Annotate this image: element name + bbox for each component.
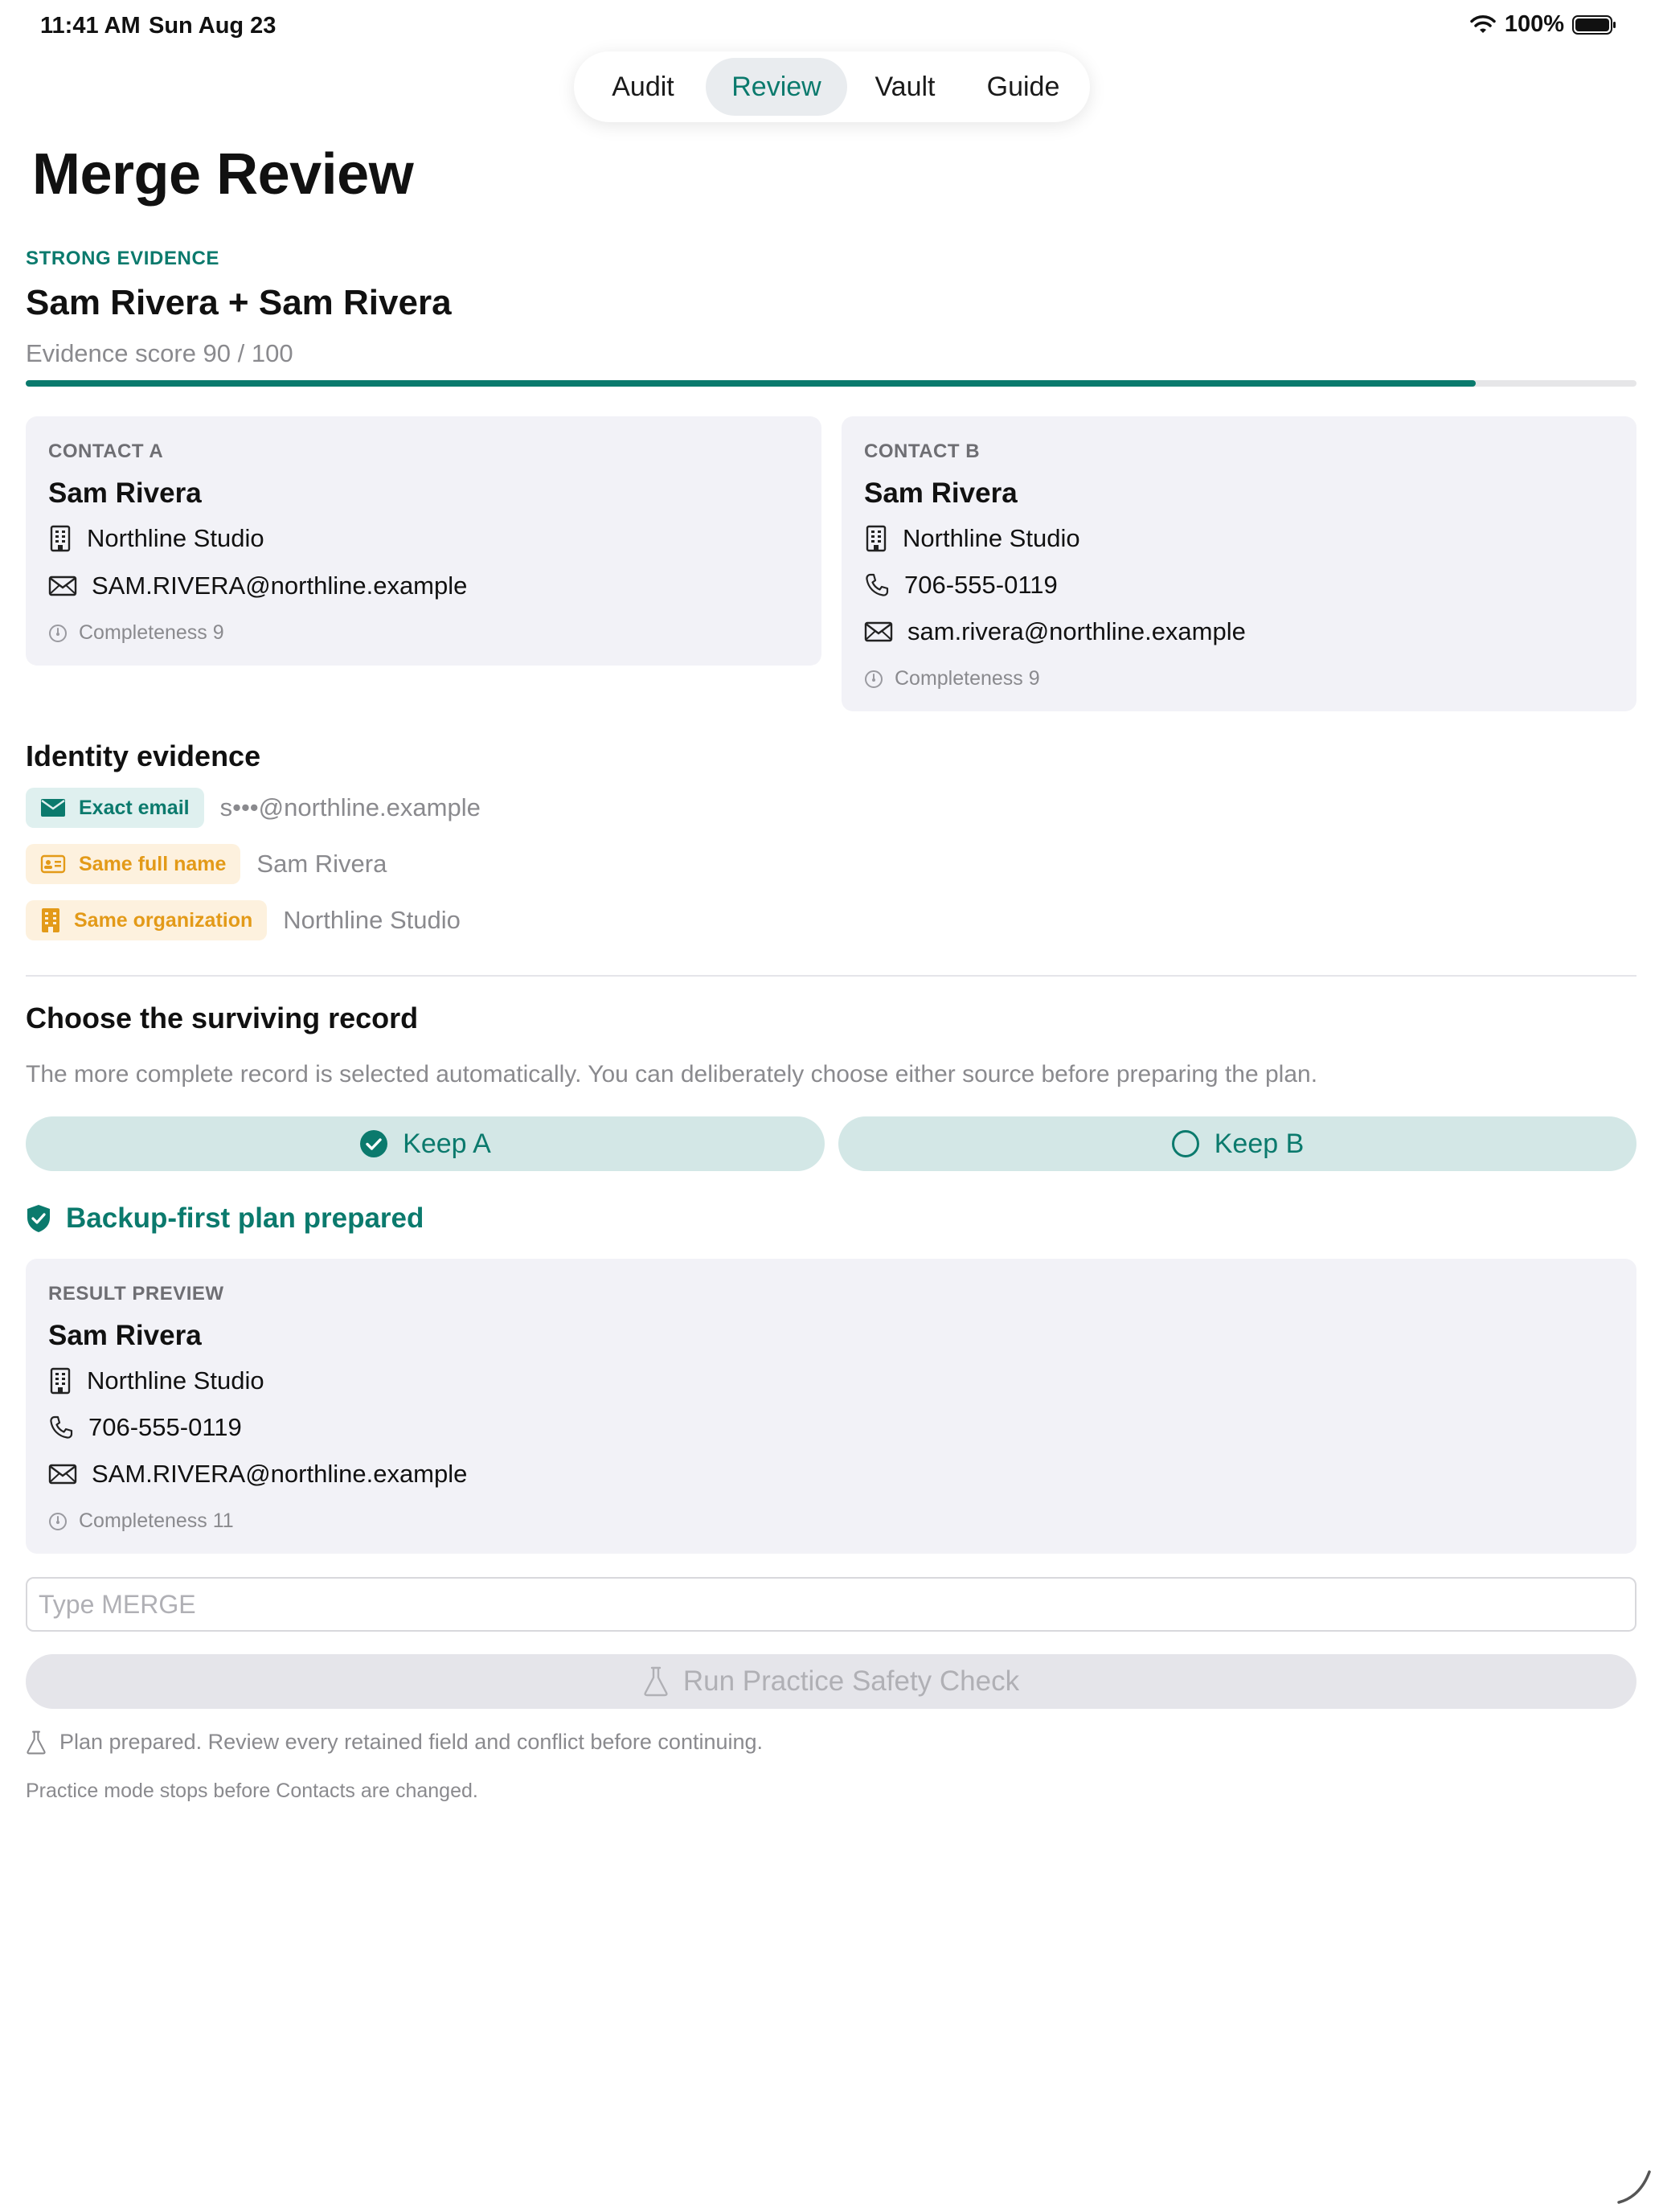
contact-b-phone: 706-555-0119 [904,571,1058,599]
page-title: Merge Review [32,142,414,207]
phone-icon [48,1415,74,1440]
contact-a-email-row [48,571,467,600]
contact-b-organization: Northline Studio [903,524,1080,552]
contact-b-phone-row [864,571,1058,600]
contact-a-organization: Northline Studio [87,524,264,552]
result-email-row [48,1460,467,1489]
evidence-chip-exact-email [26,788,204,828]
tab-review[interactable]: Review [706,58,847,116]
keep-a-label: Keep A [403,1128,491,1159]
evidence-score-bar [26,380,1636,387]
envelope-icon [48,1463,77,1485]
evidence-item-same-organization [26,900,461,940]
result-organization-row [48,1366,264,1395]
result-phone: 706-555-0119 [88,1413,242,1441]
flask-icon [26,1731,47,1755]
contact-a-completeness: Completeness 9 [79,621,224,644]
match-title: Sam Rivera + Sam Rivera [26,283,452,322]
evidence-chip-label: Same organization [74,908,253,932]
practice-mode-note: Practice mode stops before Contacts are changed. [26,1780,478,1802]
phone-icon [864,572,890,598]
keep-a-button[interactable] [26,1116,825,1171]
contact-b-completeness: Completeness 9 [895,667,1040,690]
contact-a-email: SAM.RIVERA@northline.example [92,571,468,600]
gauge-icon [48,624,68,643]
section-divider [26,975,1636,977]
surviving-record-title: Choose the surviving record [26,1002,419,1034]
status-indicators [1469,11,1617,38]
building-icon [48,1367,72,1395]
result-completeness: Completeness 11 [79,1509,234,1532]
status-date: Sun Aug 23 [149,13,276,39]
battery-percent: 100% [1504,11,1564,37]
evidence-value: s•••@northline.example [219,793,481,821]
evidence-value: Northline Studio [283,906,461,934]
building-icon [864,525,888,552]
checkmark-shield-icon [26,1204,51,1233]
result-organization: Northline Studio [87,1366,264,1395]
contact-a-card [26,416,821,666]
contact-b-name: Sam Rivera [864,477,1018,509]
contact-a-organization-row [48,524,264,553]
identity-evidence-title: Identity evidence [26,739,261,772]
result-name: Sam Rivera [48,1320,202,1351]
scroll-indicator-icon [1614,2167,1654,2207]
result-preview-label: RESULT PREVIEW [48,1283,224,1305]
envelope-icon [40,798,66,817]
contact-a-label: CONTACT A [48,440,164,462]
empty-circle-icon [1171,1129,1200,1158]
contact-a-completeness-row [48,621,224,645]
result-phone-row [48,1413,242,1442]
status-bar [0,0,1659,51]
building-icon [48,525,72,552]
plan-status-text: Backup-first plan prepared [66,1202,424,1234]
contact-b-label: CONTACT B [864,440,981,462]
evidence-chip-label: Same full name [79,852,227,875]
evidence-strength: STRONG EVIDENCE [26,248,220,269]
contact-b-email-row [864,617,1246,646]
tab-bar [574,51,1090,122]
tab-audit[interactable]: Audit [612,71,674,102]
plan-note [26,1730,763,1755]
keep-b-label: Keep B [1214,1128,1305,1159]
run-practice-safety-check-label: Run Practice Safety Check [682,1665,1020,1697]
result-completeness-row [48,1509,234,1533]
gauge-icon [864,670,883,689]
checkmark-circle-icon [359,1129,388,1158]
evidence-chip-same-organization [26,900,267,940]
surviving-record-description: The more complete record is selected automatically. You can deliberately choose either source before preparing the plan. [26,1061,1318,1088]
evidence-item-exact-email [26,788,481,828]
result-email: SAM.RIVERA@northline.example [92,1460,468,1488]
wifi-icon [1469,14,1497,35]
battery-icon [1572,14,1617,35]
evidence-score: Evidence score 90 / 100 [26,339,293,367]
result-preview-card [26,1259,1636,1554]
contact-b-card [842,416,1636,711]
evidence-score-fill [26,380,1476,387]
keep-b-button[interactable] [838,1116,1636,1171]
evidence-chip-same-full-name [26,844,240,884]
building-icon [40,907,61,933]
merge-confirmation-input[interactable] [26,1577,1636,1632]
contact-b-completeness-row [864,667,1040,690]
envelope-icon [864,621,893,643]
run-practice-safety-check-button[interactable] [26,1654,1636,1709]
gauge-icon [48,1512,68,1531]
evidence-value: Sam Rivera [256,850,387,878]
contact-b-email: sam.rivera@northline.example [907,617,1246,645]
plan-note-text: Plan prepared. Review every retained field and conflict before continuing. [59,1730,764,1754]
id-card-icon [40,854,66,875]
contact-b-organization-row [864,524,1080,553]
contact-a-name: Sam Rivera [48,477,202,509]
plan-status [26,1202,424,1235]
tab-vault[interactable]: Vault [875,71,936,102]
status-time: 11:41 AM [40,13,141,39]
envelope-icon [48,575,77,597]
flask-icon [643,1666,669,1697]
tab-guide[interactable]: Guide [986,71,1060,102]
evidence-chip-label: Exact email [79,796,190,819]
evidence-item-same-full-name [26,844,387,884]
